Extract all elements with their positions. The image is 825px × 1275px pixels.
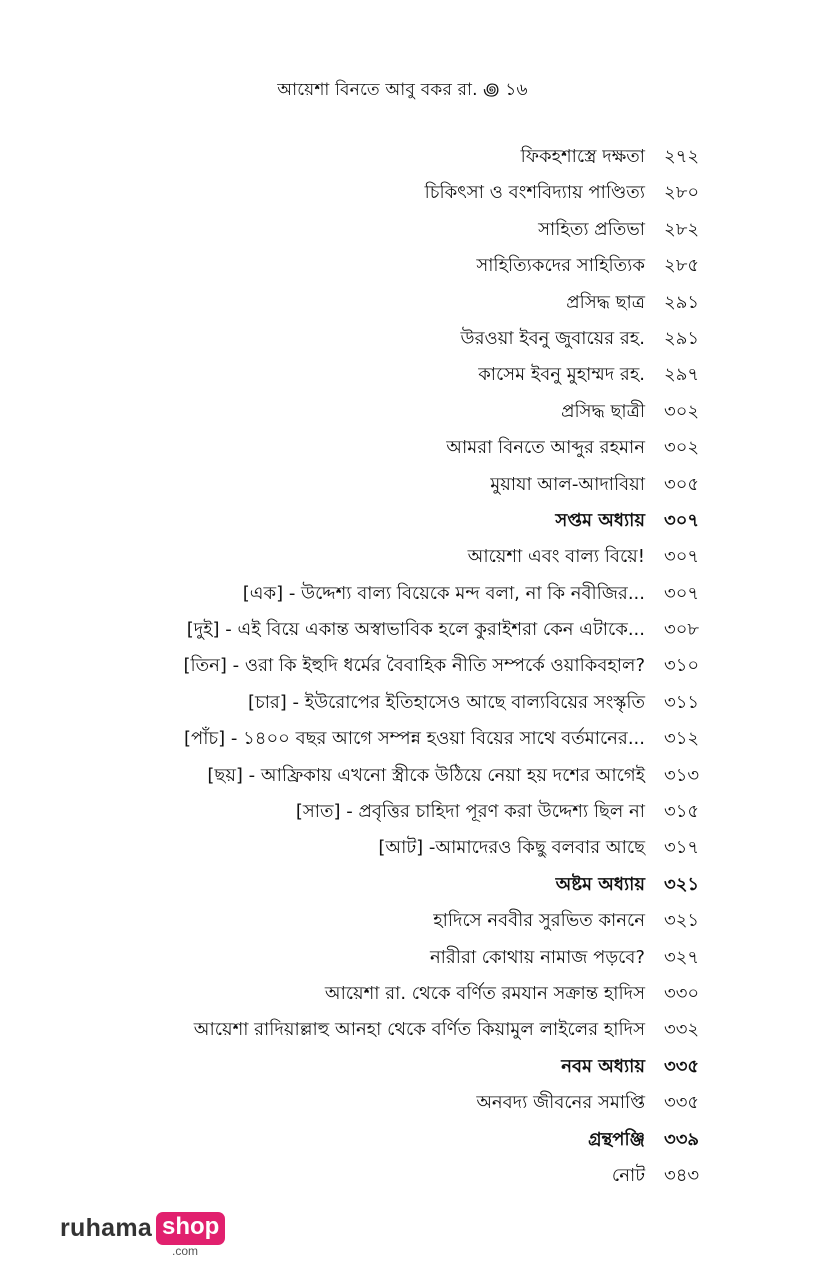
toc-entry xyxy=(0,829,825,865)
toc-entry xyxy=(0,538,825,574)
toc-entry-page: ৩১৩ xyxy=(664,764,700,786)
running-title: আয়েশা বিনতে আবু বকর রা. ꩜ ১৬ xyxy=(277,80,528,100)
toc-entry-page: ৩০৭ xyxy=(664,582,700,604)
toc-entry xyxy=(0,757,825,793)
toc-entry-page: ৩৩৫ xyxy=(664,1092,700,1114)
toc-entry-page: ৩০২ xyxy=(664,400,700,422)
toc-entry-title: নারীরা কোথায় নামাজ পড়বে? xyxy=(429,946,645,968)
toc-entry-page: ৩০৫ xyxy=(664,473,700,495)
toc-entry-title: প্রসিদ্ধ ছাত্রী xyxy=(561,400,645,422)
toc-entry-title: [চার] - ইউরোপের ইতিহাসেও আছে বাল্যবিয়ের সংস্কৃতি xyxy=(247,691,645,713)
toc-entry-title: আয়েশা রা. থেকে বর্ণিত রমযান সক্রান্ত হাদিস xyxy=(324,982,645,1004)
toc-entry xyxy=(0,793,825,829)
toc-entry-page: ৩০৮ xyxy=(664,619,700,641)
toc-entry xyxy=(0,1157,825,1193)
logo-brand-text: ruhama xyxy=(60,1214,153,1242)
toc-entry-page: ২৯১ xyxy=(664,291,700,313)
toc-entry-page: ২৮২ xyxy=(664,218,700,240)
toc-entry xyxy=(0,575,825,611)
toc-entry-page: ২৮৫ xyxy=(664,255,700,277)
toc-entry xyxy=(0,720,825,756)
toc-entry-title: সপ্তম অধ্যায় xyxy=(555,509,645,531)
toc-entry xyxy=(0,647,825,683)
toc-entry-page: ২৯১ xyxy=(664,327,700,349)
toc-entry-page: ৩২১ xyxy=(664,910,700,932)
toc-entry-page: ৩১১ xyxy=(664,691,700,713)
toc-entry-title: মুয়াযা আল-আদাবিয়া xyxy=(490,473,645,495)
toc-entry xyxy=(0,939,825,975)
toc-entry-title: ফিকহশাস্ত্রে দক্ষতা xyxy=(520,146,645,167)
toc-entry xyxy=(0,611,825,647)
toc-entry xyxy=(0,247,825,283)
toc-entry-page: ৩১৭ xyxy=(664,837,700,859)
toc-entry-title: সাহিত্য প্রতিভা xyxy=(538,218,645,240)
toc-entry-title: সাহিত্যিকদের সাহিত্যিক xyxy=(476,255,645,277)
toc-entry-title: নোট xyxy=(611,1164,645,1186)
toc-entry xyxy=(0,684,825,720)
toc-entry-page: ৩২৭ xyxy=(664,946,700,968)
toc-entry-page: ৩০২ xyxy=(664,437,700,459)
toc-entry xyxy=(0,211,825,247)
toc-entry-page: ৩২১ xyxy=(664,873,700,895)
toc-entry-page: ৩৩০ xyxy=(664,982,700,1004)
toc-entry xyxy=(0,429,825,465)
toc-chapter-heading xyxy=(0,502,825,538)
toc-entry-page: ৩১২ xyxy=(664,728,700,750)
toc-entry-title: কাসেম ইবনু মুহাম্মদ রহ. xyxy=(478,364,645,386)
toc-entry-title: [ছয়] - আফ্রিকায় এখনো স্ত্রীকে উঠিয়ে নেয়া হয় দশের আগেই xyxy=(207,764,645,786)
toc-entry-title: আয়েশা এবং বাল্য বিয়ে! xyxy=(467,546,645,568)
toc-entry xyxy=(0,1084,825,1120)
toc-entry-title: [এক] - উদ্দেশ্য বাল্য বিয়েকে মন্দ বলা, না কি নবীজির... xyxy=(242,582,645,604)
toc-entry-title: [তিন] - ওরা কি ইহুদি ধর্মের বৈবাহিক নীতি সম্পর্কে ওয়াকিবহাল? xyxy=(183,655,645,677)
toc-entry xyxy=(0,284,825,320)
toc-entry-page: ৩১০ xyxy=(664,655,700,677)
toc-entry xyxy=(0,902,825,938)
toc-entry xyxy=(0,138,825,174)
toc-entry xyxy=(0,975,825,1011)
table-of-contents xyxy=(0,138,825,1193)
toc-entry-page: ৩০৭ xyxy=(664,509,700,531)
toc-entry xyxy=(0,1011,825,1047)
toc-entry-title: [দুই] - এই বিয়ে একান্ত অস্বাভাবিক হলে কুরাইশরা কেন এটাকে... xyxy=(186,619,645,641)
toc-entry-page: ৩৩২ xyxy=(664,1019,700,1041)
toc-entry-page: ৩৩৫ xyxy=(664,1055,700,1077)
toc-entry-page: ৩০৭ xyxy=(664,546,700,568)
toc-entry-page: ২৯৭ xyxy=(664,364,700,386)
toc-entry-title: [পাঁচ] - ১৪০০ বছর আগে সম্পন্ন হওয়া বিয়ের সাথে বর্তমানের... xyxy=(183,728,645,750)
toc-entry-title: গ্রন্থপঞ্জি xyxy=(588,1128,645,1150)
toc-entry-title: [সাত] - প্রবৃত্তির চাহিদা পূরণ করা উদ্দেশ্য ছিল না xyxy=(295,801,645,823)
toc-entry xyxy=(0,320,825,356)
toc-entry xyxy=(0,174,825,210)
toc-entry-page: ২৮০ xyxy=(664,182,700,204)
toc-entry-title: চিকিৎসা ও বংশবিদ্যায় পাণ্ডিত্য xyxy=(424,182,645,204)
toc-entry-title: উরওয়া ইবনু জুবায়ের রহ. xyxy=(460,327,645,349)
running-header xyxy=(0,76,825,105)
toc-entry-title: আমরা বিনতে আব্দুর রহমান xyxy=(446,437,645,459)
logo-shop-badge: shop xyxy=(156,1212,225,1245)
toc-entry-title: [আট] -আমাদেরও কিছু বলবার আছে xyxy=(378,837,645,859)
toc-entry-page: ৩৩৯ xyxy=(664,1128,700,1150)
toc-entry-title: অনবদ্য জীবনের সমাপ্তি xyxy=(476,1092,645,1114)
toc-chapter-heading xyxy=(0,866,825,902)
toc-entry xyxy=(0,393,825,429)
toc-entry-title: অষ্টম অধ্যায় xyxy=(555,873,645,895)
logo-domain-text: .com xyxy=(172,1244,199,1258)
toc-entry-title: নবম অধ্যায় xyxy=(561,1055,645,1077)
toc-entry xyxy=(0,1121,825,1157)
toc-entry-title: হাদিসে নববীর সুরভিত কাননে xyxy=(433,910,645,932)
toc-entry xyxy=(0,466,825,502)
toc-entry-page: ৩৪৩ xyxy=(664,1164,700,1186)
toc-entry-title: প্রসিদ্ধ ছাত্র xyxy=(566,291,645,313)
toc-chapter-heading xyxy=(0,1048,825,1084)
ruhamashop-logo xyxy=(60,1212,240,1262)
toc-entry-page: ২৭২ xyxy=(664,146,700,167)
toc-entry-title: আয়েশা রাদিয়াল্লাহু আনহা থেকে বর্ণিত কিয়ামুল লাইলের হাদিস xyxy=(193,1019,645,1041)
toc-entry-page: ৩১৫ xyxy=(664,801,700,823)
toc-entry xyxy=(0,356,825,392)
